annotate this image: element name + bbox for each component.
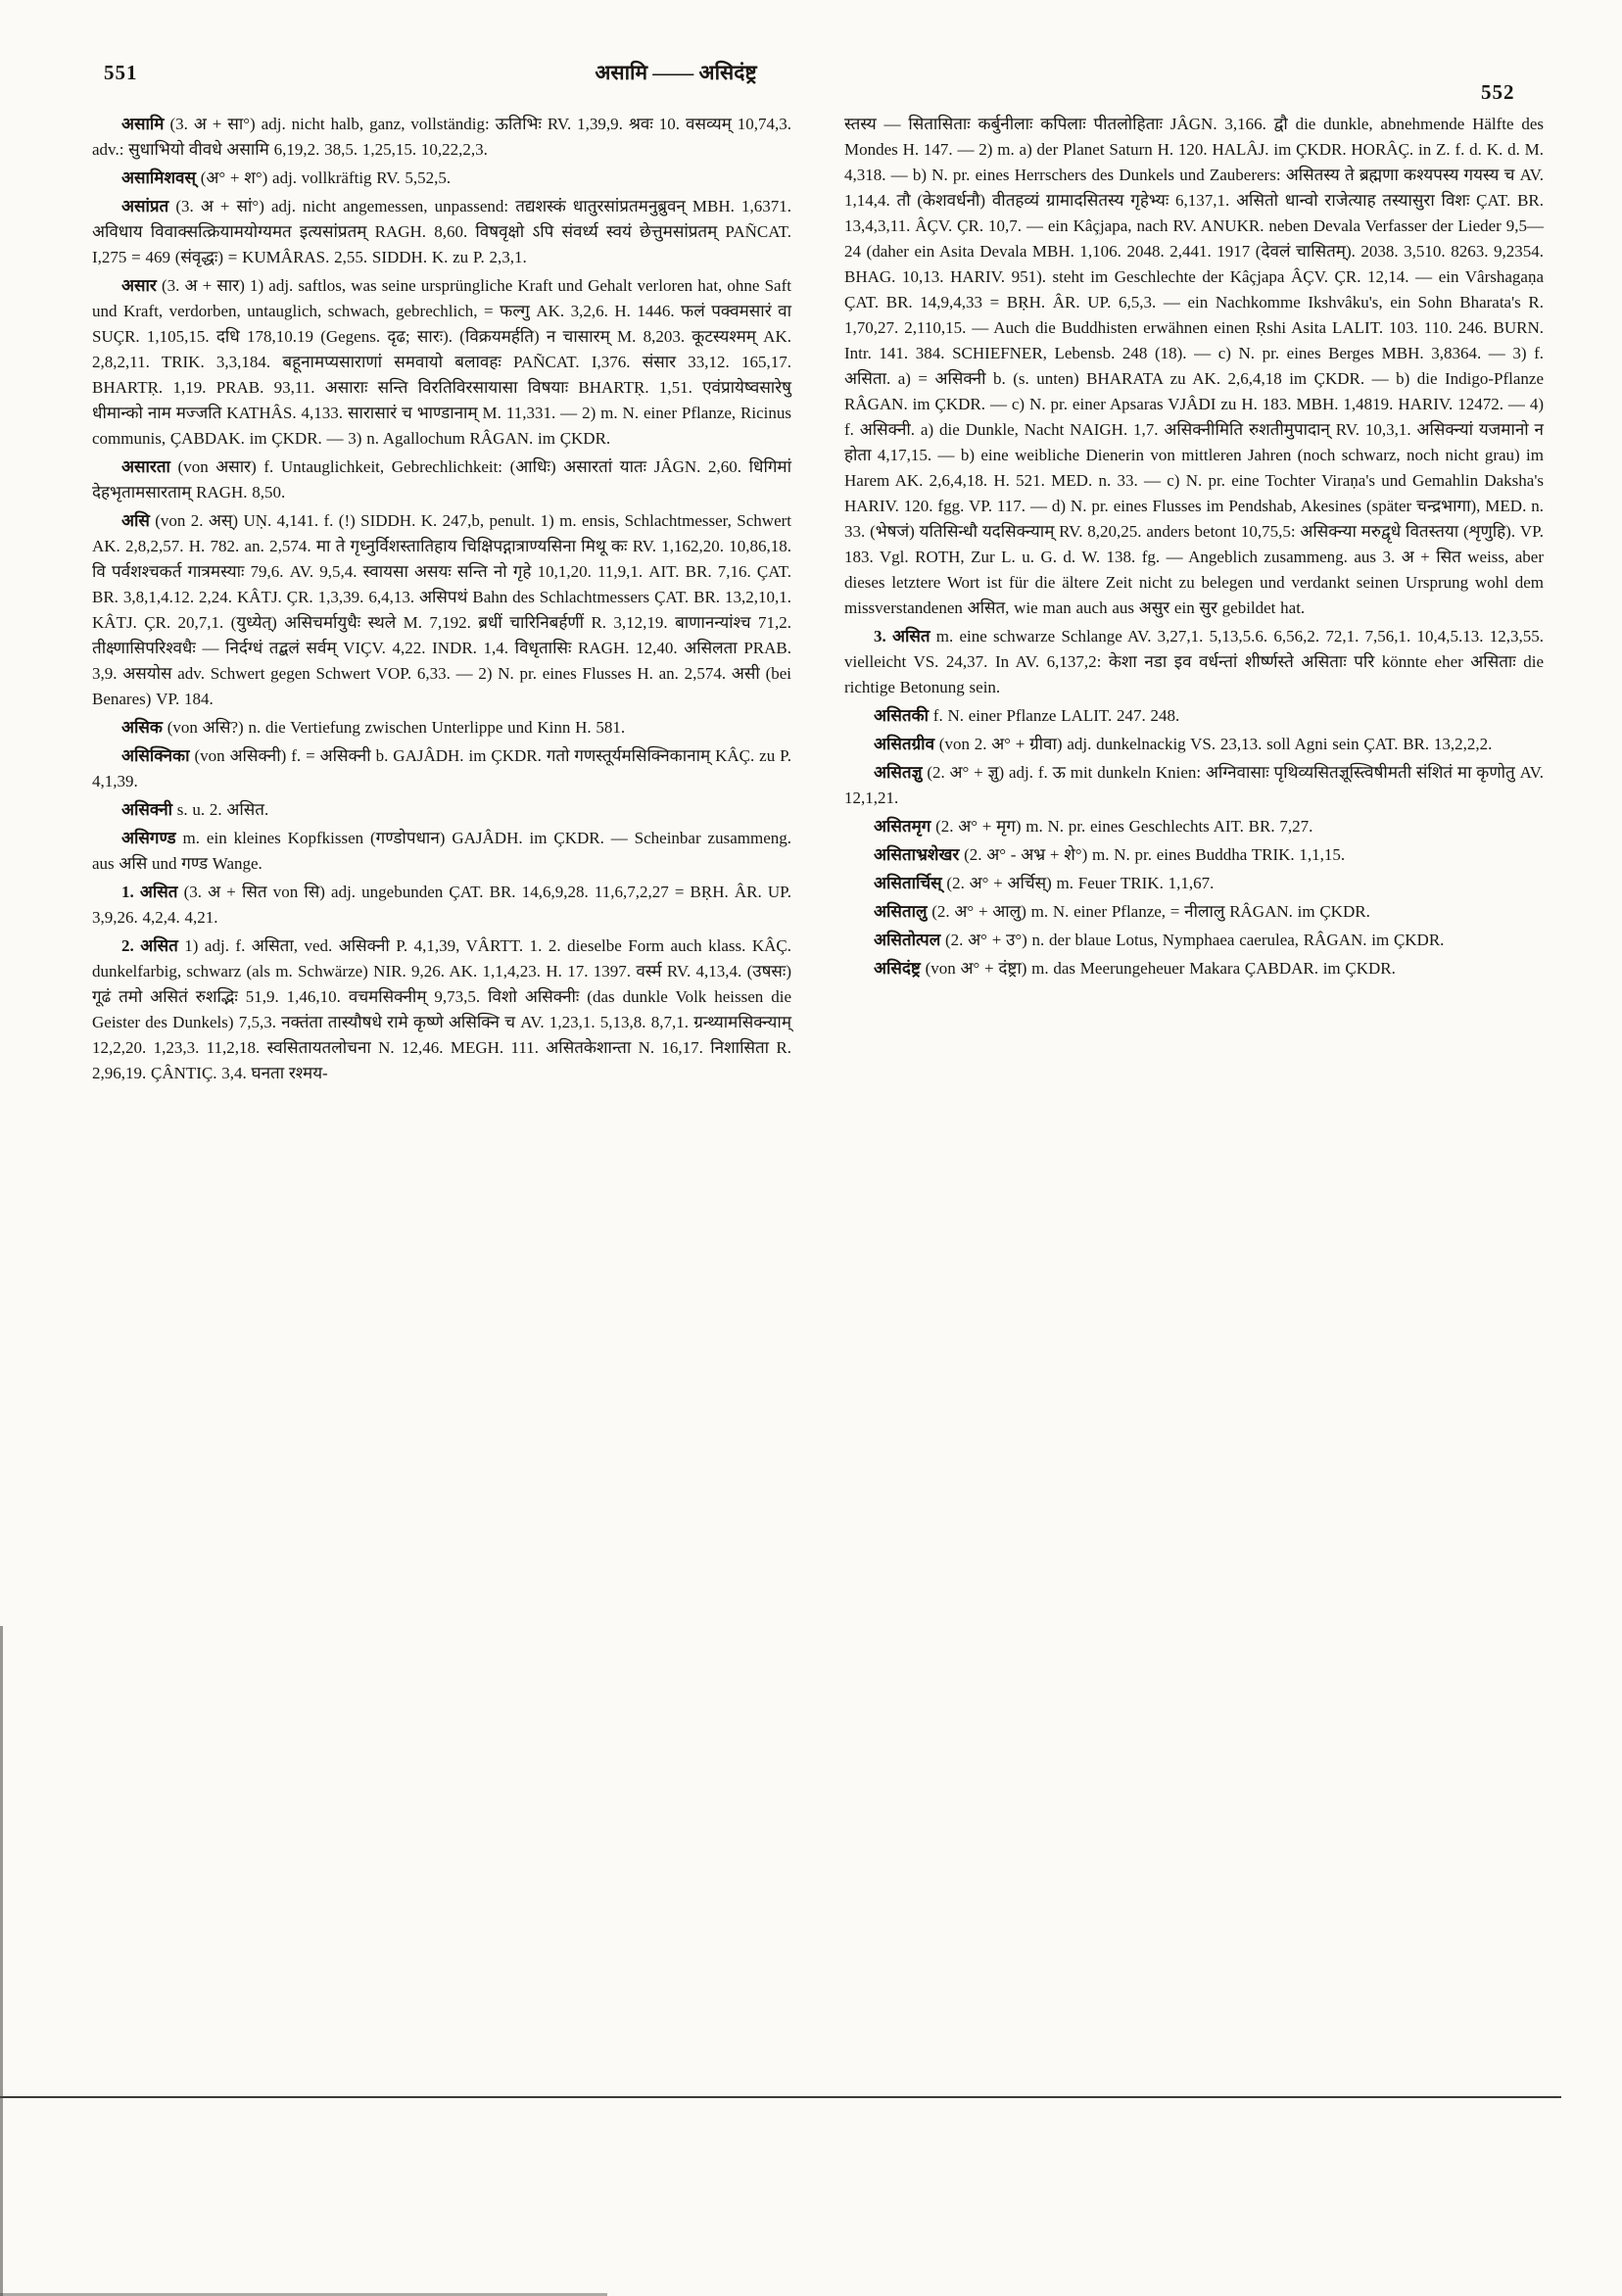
entry-body: (2. अ° + मृग) m. N. pr. eines Geschlechts AIT. BR. 7,27. (935, 817, 1313, 836)
text-block (92, 112, 1544, 1089)
entry-body: (3. अ + सार) 1) adj. saftlos, was seine ursprüngliche Kraft und Gehalt verloren hat, ohne Saft und Kraft, verdorben, untauglich, schwach, gebrechlich, = फल्गु AK. 3,2,6. H. 1446. फलं पक्वमसारं वा SUÇR. 1,105,15. दधि 178,10.19 (Gegens. दृढ; सारः). (विक्रयमर्हति) न चासारम् M. 8,203. कूटस्यश्मम् AK. 2,8,2,11. TRIK. 3,3,184. बहूनामप्यसाराणां समवायो बलावहः PAÑCAT. I,376. संसार 33,12. 165,17. BHARTṚ. 1,19. PRAB. 93,11. असाराः सन्ति विरतिविरसायासा विषयाः BHARTṚ. 1,51. एवंप्रायेष्वसारेषु धीमान्को नाम मज्जति KATHÂS. 4,133. सारासारं च भाण्डानाम् M. 11,331. — 2) m. N. einer Pflanze, Ricinus communis, ÇABDAK. im ÇKDR. — 3) n. Agallochum RÂGAN. im ÇKDR. (92, 276, 791, 448)
dictionary-entry (844, 703, 1544, 729)
entry-headword: असिदंष्ट्र (874, 959, 926, 978)
dictionary-entry (844, 112, 1544, 621)
entry-body: स्तस्य — सितासिताः कर्बुनीलाः कपिलाः पीतलोहिताः JÂGN. 3,166. द्वौ die dunkle, abnehmende Hälfte des Mondes H. 147. — 2) m. a) der Planet Saturn H. 120. HALÂJ. im ÇKDR. HORÂÇ. in Z. f. d. K. d. M. 4,318. — b) N. pr. eines Herrschers des Dunkels und Zauberers: असितस्य ते ब्रह्मणा कश्यपस्य गयस्य च AV. 1,14,4. तौ (केशवर्धनौ) वीतहव्यं ग्रामादसितस्य गृहेभ्यः 6,137,1. असितो धान्वो राजेत्याह तस्यासुरा विशः ÇAT. BR. 13,4,3,11. ÂÇV. ÇR. 10,7. — ein Kâçjapa, nach RV. ANUKR. neben Devala Verfasser der Lieder 9,5—24 (daher ein Asita Devala MBH. 1,106. 2048. 2,441. 1917 (देवलं चासितम्). 2038. 3,510. 8263. 9,2354. BHAG. 10,13. HARIV. 951). steht im Geschlechte der Kâçjapa ÂÇV. ÇR. 12,14. — ein Vârshagaṇa ÇAT. BR. 14,9,4,33 = BṚH. ÂR. UP. 6,5,3. — ein Nachkomme Ikshvâku's, ein Sohn Bharata's R. 1,70,27. 2,110,15. — Auch die Buddhisten erwähnen einen Ṛshi Asita LALIT. 103. 110. 246. BURN. Intr. 141. 384. SCHIEFNER, Lebensb. 248 (18). — c) N. pr. eines Berges MBH. 3,8364. — 3) f. असिता. a) = असिक्नी b. (s. unten) BHARATA zu AK. 2,6,4,18 im ÇKDR. — b) die Indigo-Pflanze RÂGAN. im ÇKDR. — c) N. pr. einer Apsaras VJÂDI zu H. 183. MBH. 1,4819. HARIV. 12472. — 4) f. असिक्नी. a) die Dunkle, Nacht NAIGH. 1,7. असिक्नीमिति रुशतीमुपादान् RV. 10,3,1. असिक्न्यां यजमानो न होता 4,17,15. — b) eine weibliche Dienerin von mittleren Jahren (noch schwarz, noch nicht grau) im Harem AK. 2,6,4,18. H. 521. MED. n. 33. — c) N. pr. eine Tochter Viraṇa's und Gemahlin Daksha's HARIV. 120. fgg. VP. 117. — d) N. pr. eines Flusses im Pendshab, Akesines (später चन्द्रभागा), MED. n. 33. (भेषजं) यतिसिन्धौ यदसिक्न्याम् RV. 8,20,25. anders betont 10,75,5: असिक्न्या मरुद्वृधे वितस्तया (शृणुहि). VP. 183. Vgl. ROTH, Zur L. u. G. d. W. 138. fg. — Angeblich zusammeng. aus 3. अ + सित weiss, aber dieses letztere Wort ist für die ältere Zeit nicht zu belegen und verdankt seinen Ursprung wohl dem missverstandenen असित, wie man auch aus असुर ein सुर gebildet hat. (844, 115, 1544, 617)
entry-body: (von अ° + दंष्ट्रा) m. das Meerungeheuer Makara ÇABDAR. im ÇKDR. (925, 959, 1396, 978)
entry-headword: असारता (121, 457, 178, 476)
dictionary-entry (844, 814, 1544, 839)
entry-body: (2. अ° + अर्चिस्) m. Feuer TRIK. 1,1,67. (946, 874, 1215, 892)
dictionary-entry (92, 194, 791, 270)
dictionary-entry (92, 112, 791, 163)
dictionary-entry (92, 880, 791, 931)
entry-headword: असितालु (874, 902, 932, 921)
entry-body: (अ° + श°) adj. vollkräftig RV. 5,52,5. (200, 168, 452, 187)
entry-headword: असितार्चिस् (874, 874, 947, 892)
dictionary-entry (844, 871, 1544, 896)
dictionary-entry (92, 166, 791, 191)
dictionary-entry (92, 933, 791, 1086)
dictionary-entry (92, 797, 791, 823)
dictionary-entry (844, 760, 1544, 811)
entry-headword: असिक्निका (121, 746, 195, 765)
entry-headword: असितमृग (874, 817, 936, 836)
page-number-left: 551 (104, 61, 138, 84)
entry-headword: 2. असित (121, 936, 185, 955)
entry-headword: असार (121, 276, 162, 295)
dictionary-entry (844, 842, 1544, 868)
entry-headword: असितोत्पल (874, 931, 945, 949)
entry-body: (3. अ + सा°) adj. nicht halb, ganz, vollständig: ऊतिभिः RV. 1,39,9. श्रवः 10. वसव्यम् 10,74,3. adv.: सुधाभियो वीवधे असामि 6,19,2. 38,5. 1,25,15. 10,22,2,3. (92, 115, 792, 159)
dictionary-entry (844, 899, 1544, 925)
dictionary-entry (92, 508, 791, 712)
entry-body: 1) adj. f. असिता, ved. असिक्नी P. 4,1,39, VÂRTT. 1. 2. dieselbe Form auch klass. KÂÇ. dunkelfarbig, schwarz (als m. Schwärze) NIR. 9,26. AK. 1,1,4,23. H. 17. 1397. वर्स्म RV. 4,13,4. (उषसः) गूढं तमो असितं रुशद्भिः 51,9. 1,46,10. वचमसिक्नीम् 9,73,5. विशो असिक्नीः (das dunkle Volk heissen die Geister des Dunkels) 7,5,3. नक्तंता तास्यौषधे रामे कृष्णे असिक्नि च AV. 1,23,1. 5,13,8. 8,7,1. ग्रन्थ्यामसिक्न्याम् 12,2,20. 1,23,3. 11,2,18. स्वसितायतलोचना N. 12,46. MEGH. 111. असितकेशान्ता N. 16,17. निशासिता R. 2,96,19. ÇÂNTIÇ. 3,4. घनता रश्मय- (92, 936, 791, 1082)
entry-body: (von असार) f. Untauglichkeit, Gebrechlichkeit: (आधिः) असारतां यातः JÂGN. 2,60. धिगिमां देहभृतामसारताम् RAGH. 8,50. (92, 457, 791, 502)
entry-body: (2. अ° + ज्ञु) adj. f. ऊ mit dunkeln Knien: अग्निवासाः पृथिव्यसितज्ञूस्त्विषीमती संशितं मा कृणोतु AV. 12,1,21. (844, 763, 1544, 807)
entry-body: f. N. einer Pflanze LALIT. 247. 248. (932, 706, 1180, 725)
dictionary-entry (844, 956, 1544, 981)
dictionary-entry (844, 624, 1544, 700)
entry-headword: 3. असित (874, 627, 936, 646)
entry-body: s. u. 2. असित. (176, 800, 269, 819)
scan-edge-left-artifact (0, 1626, 3, 2296)
entry-body: (von 2. अ° + ग्रीवा) adj. dunkelnackig VS. 23,13. soll Agni sein ÇAT. BR. 13,2,2,2. (938, 735, 1493, 753)
entry-headword: असामिशवस् (121, 168, 201, 187)
entry-headword: असिगण्ड (121, 829, 183, 847)
entry-body: m. eine schwarze Schlange AV. 3,27,1. 5,13,5.6. 6,56,2. 72,1. 7,56,1. 10,4,5.13. 12,3,55. vielleicht VS. 24,37. In AV. 6,137,2: केशा नडा इव वर्धन्तां शीर्ष्णस्ते असिताः परि könnte eher असिताः die richtige Betonung sein. (844, 627, 1544, 696)
entry-body: (von असि?) n. die Vertiefung zwischen Unterlippe und Kinn H. 581. (167, 718, 626, 737)
left-column (92, 112, 791, 1089)
entry-headword: असितग्रीव (874, 735, 939, 753)
right-column (844, 112, 1544, 1089)
entry-body: (3. अ + सां°) adj. nicht angemessen, unpassend: तद्यशस्कं धातुरसांप्रतमनुब्रुवन् MBH. 1,6371. अविधाय विवाक्सत्क्रियामयोग्यमत इत्यसांप्रतम् RAGH. 8,60. विषवृक्षो ऽपि संवर्ध्य स्वयं छेत्तुमसांप्रतम् PAÑCAT. I,275 = 469 (संवृद्धः) = KUMÂRAS. 2,55. SIDDH. K. zu P. 2,3,1. (92, 197, 791, 266)
dictionary-entry (92, 715, 791, 741)
entry-body: (von असिक्नी) f. = असिक्नी b. GAJÂDH. im ÇKDR. गतो गणस्तूर्यमसिक्निकानाम् KÂÇ. zu P. 4,1,39. (92, 746, 791, 790)
entry-body: (von 2. अस्) UṆ. 4,141. f. (!) SIDDH. K. 247,b, penult. 1) m. ensis, Schlachtmesser, Schwert AK. 2,8,2,57. H. 782. an. 2,574. मा ते गृध्नुर्विशस्तातिहाय चिक्षिपद्गात्राण्यसिना मिथू कः RV. 1,162,20. 10,86,18. वि पर्वशश्चकर्त गात्रमस्याः 79,6. AV. 9,5,4. स्वायसा असयः सन्ति नो गृहे 10,1,20. 11,9,1. AIT. BR. 7,16. ÇAT. BR. 3,8,1,4.12. 2,24. KÂTJ. ÇR. 1,3,39. 6,4,13. असिपथं Bahn des Schlachtmessers ÇAT. BR. 13,2,10,1. KÂTJ. ÇR. 20,7,1. (युध्येत्) असिचर्मायुधैः स्थले M. 7,192. ब्रधीं चारिनिबर्हणीं R. 3,12,19. बाणानन्यांश्च 71,2. तीक्ष्णासिपरिश्वधैः — निर्दग्धं तद्बलं सर्वम् VIÇV. 4,22. INDR. 1,4. विधृतासिः RAGH. 12,40. असिलता PRAB. 3,9. असयोस adv. Schwert gegen Schwert VOP. 6,33. — 2) N. pr. eines Flusses H. an. 2,574. असी (bei Benares) VP. 184. (92, 511, 791, 708)
entry-headword: असितकी (874, 706, 933, 725)
entry-body: (2. अ° - अभ्र + शे°) m. N. pr. eines Buddha TRIK. 1,1,15. (964, 845, 1346, 864)
entry-headword: असितज्ञु (874, 763, 928, 782)
running-head: असामि —— असिदंष्ट्र (595, 61, 757, 84)
dictionary-entry (92, 273, 791, 452)
entry-headword: असि (121, 511, 156, 530)
entry-headword: असिक (121, 718, 167, 737)
entry-headword: असिताभ्रशेखर (874, 845, 965, 864)
dictionary-entry (92, 826, 791, 877)
entry-headword: असांप्रत (121, 197, 176, 215)
bottom-rule (0, 2096, 1561, 2098)
entry-headword: असिक्नी (121, 800, 177, 819)
dictionary-entry (844, 928, 1544, 953)
entry-body: (2. अ° + उ°) n. der blaue Lotus, Nymphaea caerulea, RÂGAN. im ÇKDR. (945, 931, 1445, 949)
entry-headword: 1. असित (121, 883, 184, 901)
entry-body: (3. अ + सित von सि) adj. ungebunden ÇAT. BR. 14,6,9,28. 11,6,7,2,27 = BṚH. ÂR. UP. 3,9,26. 4,2,4. 4,21. (92, 883, 791, 927)
entry-body: (2. अ° + आलु) m. N. einer Pflanze, = नीलालु RÂGAN. im ÇKDR. (931, 902, 1370, 921)
page-number-right: 552 (1481, 80, 1515, 104)
dictionary-entry (92, 743, 791, 794)
dictionary-entry (92, 454, 791, 505)
entry-headword: असामि (121, 115, 170, 133)
entry-body: m. ein kleines Kopfkissen (गण्डोपधान) GAJÂDH. im ÇKDR. — Scheinbar zusammeng. aus असि und गण्ड Wange. (92, 829, 792, 873)
dictionary-entry (844, 732, 1544, 757)
